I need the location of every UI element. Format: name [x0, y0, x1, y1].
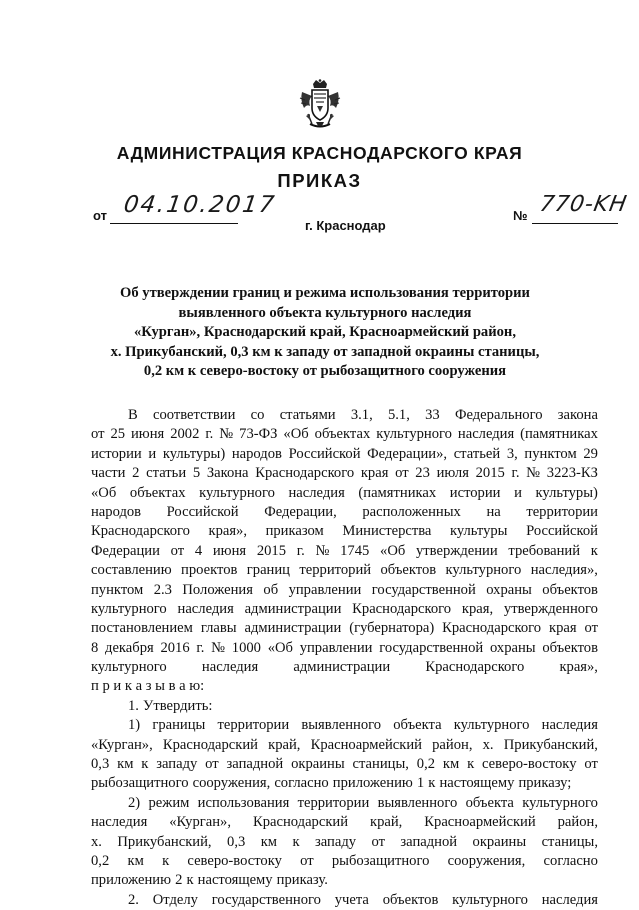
- body-word: от: [170, 542, 185, 559]
- title-line: Об утверждении границ и режима использования территории: [120, 285, 530, 301]
- body-word: территории: [217, 717, 290, 734]
- body-word: окраины: [291, 756, 345, 773]
- body-word: 1000: [231, 639, 261, 656]
- body-word: западной: [400, 833, 458, 850]
- body-word: от: [395, 465, 409, 482]
- body-word: 4: [194, 542, 203, 559]
- body-word: Утвердить:: [143, 697, 213, 714]
- body-word: окраины: [472, 833, 527, 850]
- body-word: от: [300, 852, 314, 869]
- body-word: территорий: [299, 562, 372, 579]
- body-word: статьей: [453, 445, 501, 462]
- body-word: и: [148, 445, 157, 462]
- body-word: об: [263, 581, 279, 598]
- body-word: наследия: [91, 814, 148, 831]
- body-word: культуры): [162, 445, 226, 462]
- body-line: [91, 542, 598, 561]
- body-word: культуры): [535, 484, 598, 501]
- body-word: к: [162, 852, 170, 869]
- body-word: требований: [508, 542, 581, 559]
- body-word: край,: [268, 736, 301, 753]
- body-word: края,: [461, 600, 494, 617]
- body-word: границ: [246, 562, 290, 579]
- body-word: учета: [334, 891, 369, 908]
- body-word: «Об: [267, 639, 293, 656]
- body-word: 2002: [170, 426, 200, 443]
- body-line: [91, 852, 598, 871]
- body-word: культурного: [376, 426, 452, 443]
- body-word: район,: [432, 736, 473, 753]
- body-word: км: [260, 833, 278, 850]
- body-line: [91, 774, 598, 793]
- body-word: Положения: [182, 581, 253, 598]
- body-word: культурного: [453, 717, 530, 734]
- body-word: 25: [110, 426, 126, 443]
- body-word: приказом: [265, 523, 324, 540]
- organization-name: АДМИНИСТРАЦИЯ КРАСНОДАРСКОГО КРАЯ: [116, 143, 523, 163]
- body-word: режим: [148, 794, 190, 811]
- body-word: объекта: [393, 717, 442, 734]
- body-word: Федерального: [454, 407, 543, 423]
- body-line: [91, 561, 598, 580]
- body-word: х.: [91, 833, 102, 850]
- body-word: объектах: [129, 484, 186, 501]
- body-word: Краснодарского: [425, 659, 525, 676]
- body-word: территории: [526, 503, 598, 520]
- body-word: к: [186, 872, 194, 889]
- body-word: северо-востоку: [482, 756, 577, 773]
- body-word: 3,: [506, 445, 518, 462]
- body-word: 3.1,: [350, 407, 373, 423]
- body-word: июня: [212, 542, 247, 559]
- body-word: декабря: [105, 639, 154, 656]
- body-word: приложению: [332, 775, 413, 792]
- body-word: 2016: [160, 639, 190, 656]
- body-word: западной: [226, 756, 284, 773]
- body-word: наследия: [541, 891, 598, 908]
- body-word: статьями: [279, 407, 336, 423]
- body-word: 0,3: [91, 756, 110, 773]
- body-word: приказу;: [518, 775, 572, 792]
- body-word: составлению: [91, 562, 172, 579]
- body-word: культурного: [91, 600, 167, 617]
- body-line: [91, 871, 598, 890]
- body-word: Краснодарский: [252, 814, 349, 831]
- body-word: «Об: [380, 542, 406, 559]
- body-word: северо-востоку: [187, 852, 282, 869]
- body-word: администрации: [244, 600, 342, 617]
- body-word: Российской: [526, 523, 598, 540]
- body-word: г.: [205, 426, 214, 443]
- body-word: п р и к а з ы в а ю:: [91, 678, 205, 695]
- body-line: [91, 600, 598, 619]
- body-word: 2: [132, 465, 140, 482]
- body-word: со: [250, 407, 265, 423]
- body-word: края»,: [208, 523, 248, 540]
- body-word: 8: [91, 639, 99, 656]
- body-word: (памятниках: [358, 484, 437, 501]
- body-word: 2.3: [153, 581, 172, 598]
- body-word: использования: [197, 794, 290, 811]
- body-word: пунктом: [91, 581, 144, 598]
- body-word: приказу.: [276, 872, 328, 889]
- body-word: к: [141, 756, 149, 773]
- body-word: 1): [128, 717, 141, 734]
- body-line: [91, 716, 598, 735]
- body-word: охраны: [486, 581, 532, 598]
- body-word: сооружения,: [447, 852, 526, 869]
- body-word: части: [91, 465, 126, 482]
- body-word: на: [486, 503, 501, 520]
- body-word: 0,3: [227, 833, 246, 850]
- body-word: «Об: [283, 426, 309, 443]
- body-line: [91, 736, 598, 755]
- document-type: ПРИКАЗ: [277, 170, 362, 191]
- body-word: 2: [175, 872, 183, 889]
- body-word: 73-ФЗ: [239, 426, 278, 443]
- body-word: наследия: [541, 717, 598, 734]
- body-word: Краснодарского: [255, 465, 355, 482]
- body-word: соответствии: [152, 407, 236, 423]
- body-word: согласно: [274, 775, 329, 792]
- body-word: от: [584, 620, 598, 637]
- body-line: [91, 503, 598, 522]
- body-line: [91, 697, 598, 716]
- body-word: В: [128, 407, 138, 423]
- body-word: утверждении: [416, 542, 498, 559]
- document-body: [91, 406, 598, 910]
- body-word: края»,: [559, 659, 598, 676]
- body-word: 29: [583, 445, 598, 462]
- number-prefix: №: [513, 208, 528, 223]
- body-word: управлении: [288, 581, 362, 598]
- body-line: [91, 755, 598, 774]
- body-word: наследия: [457, 426, 515, 443]
- body-line: [91, 813, 598, 832]
- body-word: июня: [130, 426, 165, 443]
- body-word: от: [371, 833, 385, 850]
- date-prefix: от: [93, 208, 107, 223]
- document-title: [90, 284, 560, 382]
- body-word: х.: [482, 736, 494, 753]
- body-word: истории: [91, 445, 142, 462]
- title-line: выявленного объекта культурного наследия: [178, 304, 472, 321]
- body-word: №: [526, 465, 541, 482]
- body-line: [91, 658, 598, 677]
- body-line: [91, 639, 598, 658]
- body-line: [91, 406, 598, 425]
- body-word: сооружения,: [192, 775, 271, 792]
- body-word: Федерации: [91, 542, 160, 559]
- body-word: западу: [315, 833, 357, 850]
- body-word: 1745: [340, 542, 370, 559]
- body-word: проектов: [181, 562, 238, 579]
- body-word: настоящему: [439, 775, 515, 792]
- body-word: территории: [297, 794, 370, 811]
- body-word: Краснодарского: [442, 620, 542, 637]
- body-word: Красноармейский: [424, 814, 536, 831]
- body-word: настоящему: [197, 872, 273, 889]
- body-word: от: [91, 426, 105, 443]
- body-word: Прикубанский,: [503, 736, 598, 753]
- body-word: от: [584, 756, 598, 773]
- body-word: Российской: [288, 445, 361, 462]
- body-word: наследия»,: [530, 562, 598, 579]
- body-word: государственного: [211, 891, 321, 908]
- body-word: объекта: [465, 794, 514, 811]
- body-line: [91, 445, 598, 464]
- body-word: рыбозащитного: [331, 852, 430, 869]
- body-line: [91, 425, 598, 444]
- body-word: 2015: [475, 465, 505, 482]
- body-word: объектах: [314, 426, 371, 443]
- body-line: [91, 522, 598, 541]
- body-word: край,: [370, 814, 403, 831]
- body-word: статьи: [146, 465, 187, 482]
- body-word: главы: [200, 620, 237, 637]
- body-word: №: [219, 426, 234, 443]
- body-word: (губернатора): [349, 620, 435, 637]
- body-word: культурного: [91, 659, 167, 676]
- body-word: рыбозащитного: [91, 775, 189, 792]
- body-word: км: [442, 756, 460, 773]
- body-word: объектов: [382, 891, 439, 908]
- body-word: Закона: [206, 465, 249, 482]
- body-word: Федерации,: [264, 503, 337, 520]
- body-word: г.: [196, 639, 205, 656]
- body-word: пунктом: [524, 445, 577, 462]
- body-word: и: [514, 484, 522, 501]
- body-word: управлении: [299, 639, 373, 656]
- body-word: г.: [296, 542, 305, 559]
- body-word: №: [211, 639, 226, 656]
- body-word: утвержденного: [503, 600, 598, 617]
- title-line: 0,2 км к северо-востоку от рыбозащитного сооружения: [143, 363, 507, 379]
- body-word: 5: [192, 465, 201, 482]
- body-word: к: [292, 833, 300, 850]
- body-word: «Курган»,: [169, 814, 231, 831]
- coat-of-arms-icon: [298, 78, 342, 130]
- city-label: г. Краснодар: [305, 218, 386, 233]
- body-word: Российской: [166, 503, 239, 520]
- body-word: постановлением: [91, 620, 193, 637]
- body-word: г.: [511, 465, 520, 482]
- body-word: государственной: [371, 581, 476, 598]
- body-word: объектов: [380, 562, 437, 579]
- body-word: культурного: [522, 794, 598, 811]
- body-word: Краснодарского: [352, 600, 452, 617]
- body-word: 2): [128, 794, 141, 811]
- body-word: выявленного: [377, 794, 458, 811]
- body-word: согласно: [543, 852, 598, 869]
- body-word: 3223-КЗ: [546, 465, 598, 482]
- body-word: к: [467, 756, 475, 773]
- body-word: народов: [91, 503, 142, 520]
- body-word: 33: [425, 407, 440, 423]
- body-line: [91, 581, 598, 600]
- body-word: Красноармейский: [310, 736, 422, 753]
- body-line: [91, 891, 598, 910]
- body-word: станицы,: [541, 833, 598, 850]
- handwritten-date: 04.10.2017: [122, 192, 278, 218]
- body-word: км: [127, 852, 144, 869]
- body-word: края: [549, 620, 577, 637]
- body-word: западу: [156, 756, 198, 773]
- body-line: [91, 677, 598, 696]
- body-word: Прикубанский,: [117, 833, 212, 850]
- body-word: закона: [557, 407, 598, 423]
- title-line: «Курган», Краснодарский край, Красноармейский район,: [133, 324, 516, 340]
- body-word: 2015: [256, 542, 287, 559]
- number-underline: [532, 223, 618, 224]
- body-word: 0,2: [416, 756, 436, 773]
- body-word: Краснодарского: [91, 523, 190, 540]
- body-word: культуры: [449, 523, 508, 540]
- body-word: 1.: [128, 697, 139, 714]
- body-line: [91, 833, 598, 852]
- body-word: Федерации»,: [367, 445, 448, 462]
- body-word: края: [360, 465, 389, 482]
- body-line: [91, 464, 598, 483]
- body-word: границы: [152, 717, 206, 734]
- body-word: Отделу: [152, 891, 198, 908]
- body-word: истории: [449, 484, 501, 501]
- body-word: народов: [231, 445, 282, 462]
- title-line: х. Прикубанский, 0,3 км к западу от западной окраины станицы,: [110, 343, 540, 360]
- body-word: к: [428, 775, 436, 792]
- body-word: объектов: [542, 639, 598, 656]
- body-word: культурного: [452, 891, 528, 908]
- body-word: станицы,: [352, 756, 409, 773]
- date-underline: [110, 223, 238, 224]
- handwritten-number: 770-KH: [537, 192, 630, 217]
- body-word: государственной: [379, 639, 484, 656]
- body-word: 23: [415, 465, 430, 482]
- body-word: 1: [416, 775, 425, 792]
- body-word: наследия: [177, 600, 234, 617]
- body-word: км: [117, 756, 134, 773]
- body-word: 0,2: [91, 852, 110, 869]
- body-word: культурного: [199, 484, 275, 501]
- body-word: июля: [436, 465, 469, 482]
- body-line: [91, 794, 598, 813]
- body-word: №: [315, 542, 330, 559]
- body-word: к: [590, 542, 598, 559]
- body-word: район,: [557, 814, 598, 831]
- body-word: администрации: [244, 620, 342, 637]
- body-word: наследия: [288, 484, 345, 501]
- body-word: выявленного: [301, 717, 382, 734]
- body-word: приложению: [91, 872, 172, 889]
- body-line: [91, 484, 598, 503]
- body-word: объектов: [542, 581, 598, 598]
- body-word: охраны: [489, 639, 536, 656]
- body-word: 5.1,: [387, 407, 410, 423]
- body-word: культурного: [445, 562, 522, 579]
- body-word: (памятниках: [520, 426, 598, 443]
- body-line: [91, 619, 598, 638]
- body-word: расположенных: [362, 503, 461, 520]
- body-word: наследия: [201, 659, 259, 676]
- body-word: «Об: [91, 484, 117, 501]
- body-word: от: [205, 756, 219, 773]
- body-word: «Курган»,: [91, 736, 153, 753]
- body-word: 2.: [128, 891, 139, 908]
- body-word: Краснодарский: [162, 736, 258, 753]
- body-word: Министерства: [342, 523, 432, 540]
- body-word: администрации: [293, 659, 391, 676]
